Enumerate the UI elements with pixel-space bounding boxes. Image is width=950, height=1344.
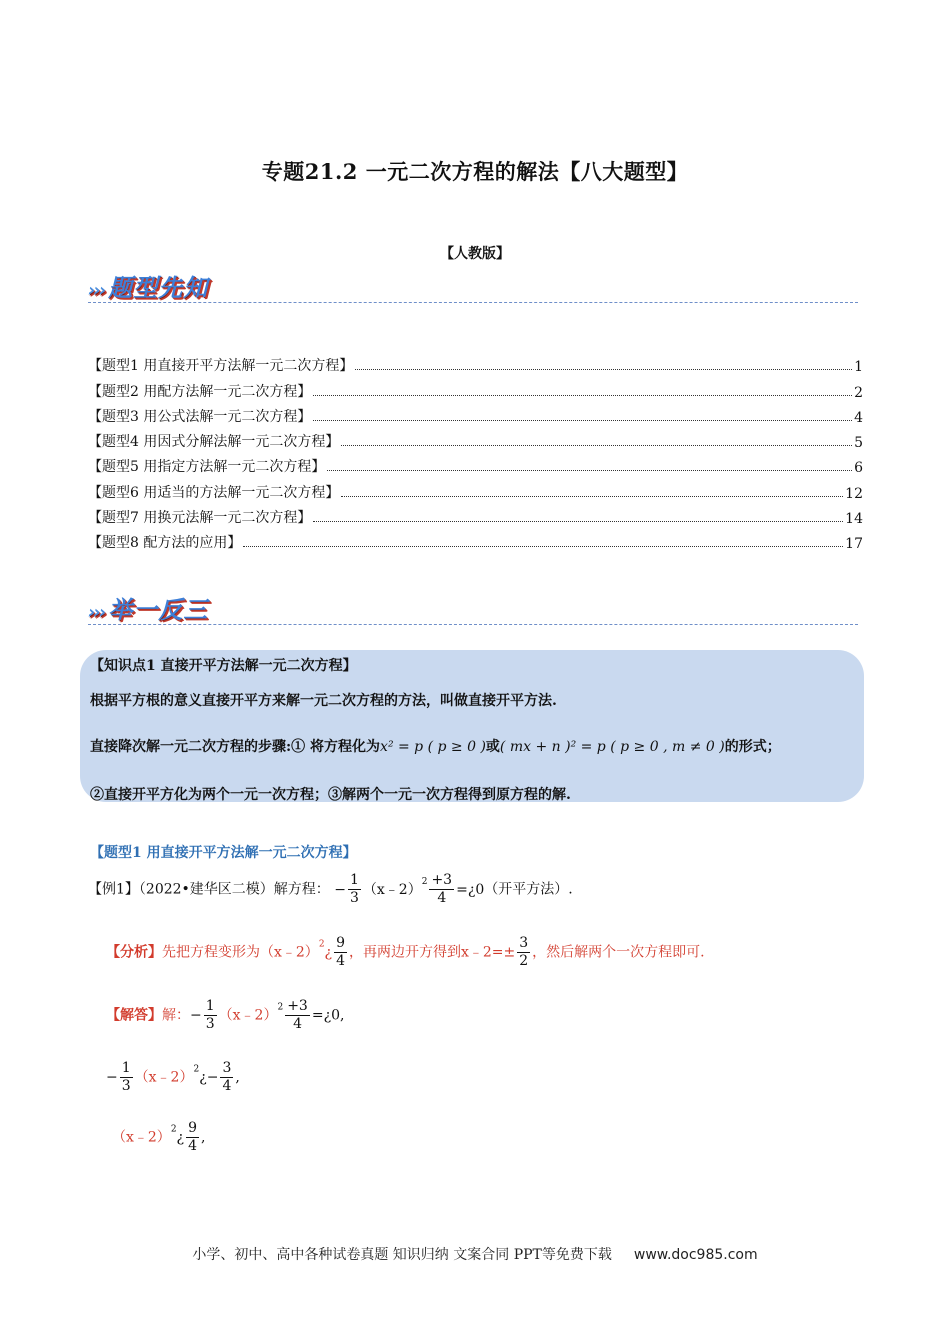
footer-url[interactable]: www.doc985.com (633, 1247, 758, 1263)
triple-arrow-icon: ››› (88, 602, 105, 623)
knowledge-definition: 根据平方根的意义直接开平方来解一元二次方程的方法，叫做直接开平方法. (90, 693, 557, 709)
toc-entry[interactable]: 【题型3 用公式法解一元二次方程】 4 (88, 408, 863, 426)
toc-entry[interactable]: 【题型6 用适当的方法解一元二次方程】 12 (88, 484, 863, 502)
toc-entry[interactable]: 【题型7 用换元法解一元二次方程】 14 (88, 510, 863, 528)
page-title: 专题21.2 一元二次方程的解法【八大题型】 (261, 159, 689, 184)
page-footer (0, 1244, 950, 1264)
analysis: 【分析】先把方程变形为（x﹣2）$^2$¿ $\frac{9}{4}$ ，再两边开方得到x﹣2=± $\frac{3}{2}$ ，然后解两个一次方程即可. (106, 935, 705, 969)
toc-entry[interactable]: 【题型1 用直接开平方法解一元二次方程】 1 (88, 358, 863, 376)
toc-entry[interactable]: 【题型5 用指定方法解一元二次方程】 6 (88, 459, 863, 477)
example-equation: − $\frac{1}{3}$ （x﹣2）$^2$ $\frac{+3}{4}$ =¿0 (334, 872, 485, 906)
dashed-divider (88, 624, 858, 625)
triple-arrow-icon: ››› (88, 280, 105, 301)
edition-label: 【人教版】 (440, 246, 510, 262)
knowledge-steps: 直接降次解一元二次方程的步骤:① 将方程化为x² = p ( p ≥ 0 )或( mx + n )² = p ( p ≥ 0 , m ≠ 0 )的形式； (90, 739, 781, 755)
dashed-divider (88, 302, 858, 303)
equation-form-2: ( mx + n )² = p ( p ≥ 0 , m ≠ 0 ) (499, 739, 725, 755)
toc-entry[interactable]: 【题型4 用因式分解法解一元二次方程】 5 (88, 434, 863, 452)
toc-entry[interactable]: 【题型8 配方法的应用】 17 (88, 535, 863, 553)
table-of-contents (88, 350, 863, 552)
example-1: 【例1】（2022•建华区二模）解方程： − $\frac{1}{3}$ （x﹣2）$^2$ $\frac{+3}{4}$ =¿0（开平方法）. (88, 872, 573, 906)
toc-entry[interactable]: 【题型2 用配方法解一元二次方程】 2 (88, 383, 863, 401)
knowledge-steps-continued: ②直接开平方化为两个一元一次方程；③解两个一元一次方程得到原方程的解. (90, 787, 571, 803)
footer-text: 小学、初中、高中各种试卷真题 知识归纳 文案合同 PPT等免费下载 (192, 1247, 612, 1263)
section-banner-practice (88, 590, 208, 625)
answer: 【解答】解：− $\frac{1}{3}$ （x﹣2）$^2$ $\frac{+3}{4}$ =¿0, (106, 998, 345, 1032)
type1-heading: 【题型1 用直接开平方法解一元二次方程】 (90, 845, 357, 861)
banner-preview-text: 题型先知 (108, 274, 209, 302)
equation-form-1: x² = p ( p ≥ 0 ) (380, 739, 486, 755)
answer-step-1: − $\frac{1}{3}$ （x﹣2）$^2$¿− $\frac{3}{4}$ , (106, 1060, 240, 1094)
section-banner-preview (88, 268, 208, 303)
banner-practice-text: 举一反三 (108, 596, 209, 624)
answer-step-2: （x﹣2）$^2$¿ $\frac{9}{4}$ , (112, 1120, 206, 1154)
knowledge-heading: 【知识点1 直接开平方法解一元二次方程】 (90, 658, 357, 674)
